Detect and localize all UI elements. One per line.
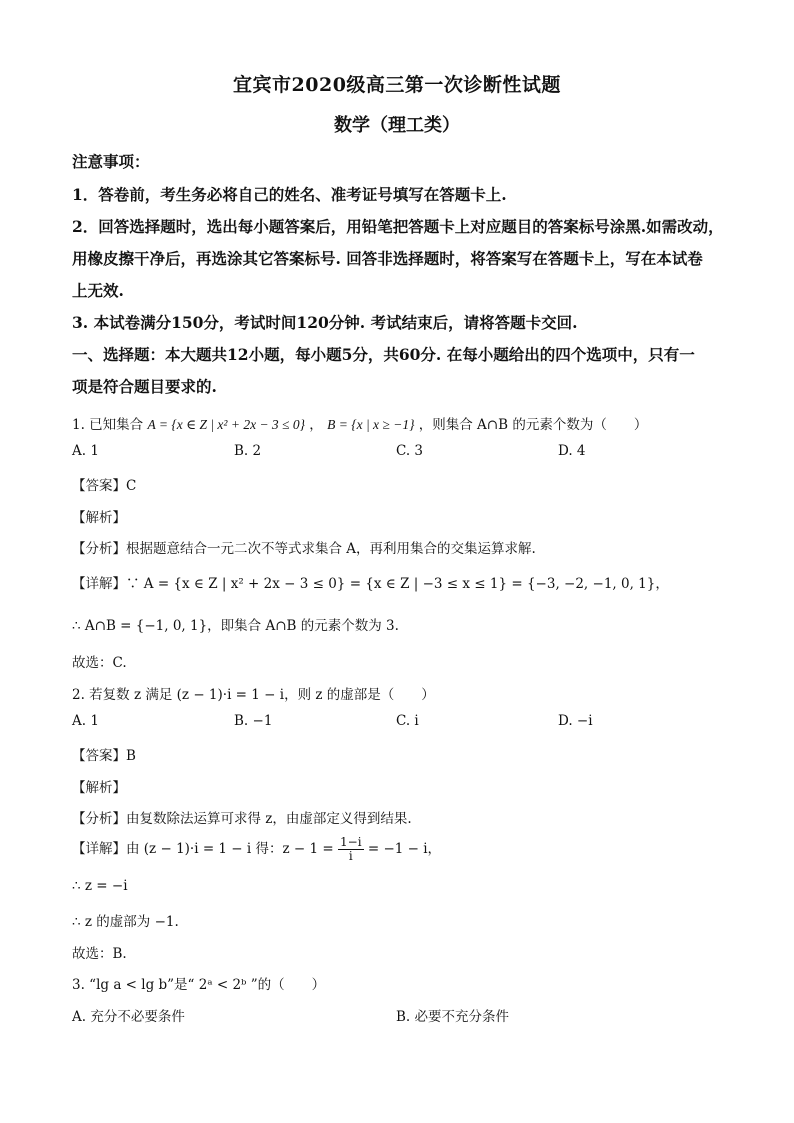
question-2-choice: 故选：B. xyxy=(72,946,127,962)
question-1-set-b: B = {x | x ≥ −1} xyxy=(327,417,415,432)
question-2-detail-pre: 【详解】由 (z − 1)·i = 1 − i 得：z − 1 = xyxy=(72,841,334,857)
question-1-answer: 【答案】C xyxy=(72,478,137,494)
notice-item-1: 1．答卷前，考生务必将自己的姓名、准考证号填写在答题卡上. xyxy=(72,185,507,204)
question-2-stem: 2. 若复数 z 满足 (z − 1)·i = 1 − i，则 z 的虚部是（ ） xyxy=(72,687,435,703)
question-1-prefix: 1. 已知集合 xyxy=(72,417,144,433)
question-1-analysis-label: 【解析】 xyxy=(72,510,126,526)
question-2-step-2: ∴ z 的虚部为 −1. xyxy=(72,914,179,930)
question-2-detail-post: = −1 − i， xyxy=(367,841,442,857)
question-2-answer: 【答案】B xyxy=(72,748,136,764)
question-3-stem: 3. “lg a < lg b”是“ 2ᵃ < 2ᵇ ”的（ ） xyxy=(72,977,326,993)
question-2-analysis-label: 【解析】 xyxy=(72,780,126,796)
question-1-option-a: A. 1 xyxy=(72,443,99,459)
question-3-option-a: A. 充分不必要条件 xyxy=(72,1009,185,1025)
question-1-detail: 【详解】∵ A = {x ∈ Z | x² + 2x − 3 ≤ 0} = {x ∈ Z | −3 ≤ x ≤ 1} = {−3, −2, −1, 0, 1}， xyxy=(72,576,669,592)
question-1-set-a: A = {x ∈ Z | x² + 2x − 3 ≤ 0} xyxy=(147,417,305,432)
question-2-option-c: C. i xyxy=(396,713,419,729)
question-2-step-1: ∴ z = −i xyxy=(72,878,128,894)
question-1-suffix: ，则集合 A∩B 的元素个数为（ ） xyxy=(418,417,648,433)
notice-item-3: 3. 本试卷满分150分，考试时间120分钟. 考试结束后，请将答题卡交回. xyxy=(72,313,578,332)
question-1-therefore: ∴ A∩B = {−1, 0, 1}，即集合 A∩B 的元素个数为 3. xyxy=(72,618,399,634)
section-heading-line-2: 项是符合题目要求的. xyxy=(72,377,217,396)
question-2-detail xyxy=(72,836,734,863)
question-2-fenxi: 【分析】由复数除法运算可求得 z，由虚部定义得到结果. xyxy=(72,811,412,827)
question-2-option-d: D. −i xyxy=(558,713,593,729)
question-2-option-b: B. −1 xyxy=(234,713,273,729)
question-1-option-d: D. 4 xyxy=(558,443,586,459)
question-1-option-c: C. 3 xyxy=(396,443,424,459)
question-1-separator: ， xyxy=(309,417,323,433)
question-1-stem xyxy=(72,413,734,433)
question-1-choice: 故选：C. xyxy=(72,655,127,671)
notice-item-2-line-1: 2．回答选择题时，选出每小题答案后，用铅笔把答题卡上对应题目的答案标号涂黑.如需改动， xyxy=(72,217,724,236)
exam-subtitle: 数学（理工类） xyxy=(334,115,460,136)
fraction-denominator: i xyxy=(348,849,353,863)
section-heading-line-1: 一、选择题：本大题共12小题，每小题5分，共60分. 在每小题给出的四个选项中，只有一 xyxy=(72,345,695,364)
question-2-option-a: A. 1 xyxy=(72,713,99,729)
question-1-fenxi: 【分析】根据题意结合一元二次不等式求集合 A，再利用集合的交集运算求解. xyxy=(72,541,536,557)
question-2-fraction xyxy=(338,836,364,863)
exam-title: 宜宾市2020级高三第一次诊断性试题 xyxy=(233,74,561,96)
fraction-numerator: 1−i xyxy=(340,835,362,849)
question-1-option-b: B. 2 xyxy=(234,443,262,459)
notice-item-2-line-3: 上无效. xyxy=(72,281,124,300)
notice-heading: 注意事项： xyxy=(72,152,150,171)
question-3-option-b: B. 必要不充分条件 xyxy=(396,1009,510,1025)
notice-item-2-line-2: 用橡皮擦干净后，再选涂其它答案标号. 回答非选择题时，将答案写在答题卡上，写在本试卷 xyxy=(72,249,703,268)
